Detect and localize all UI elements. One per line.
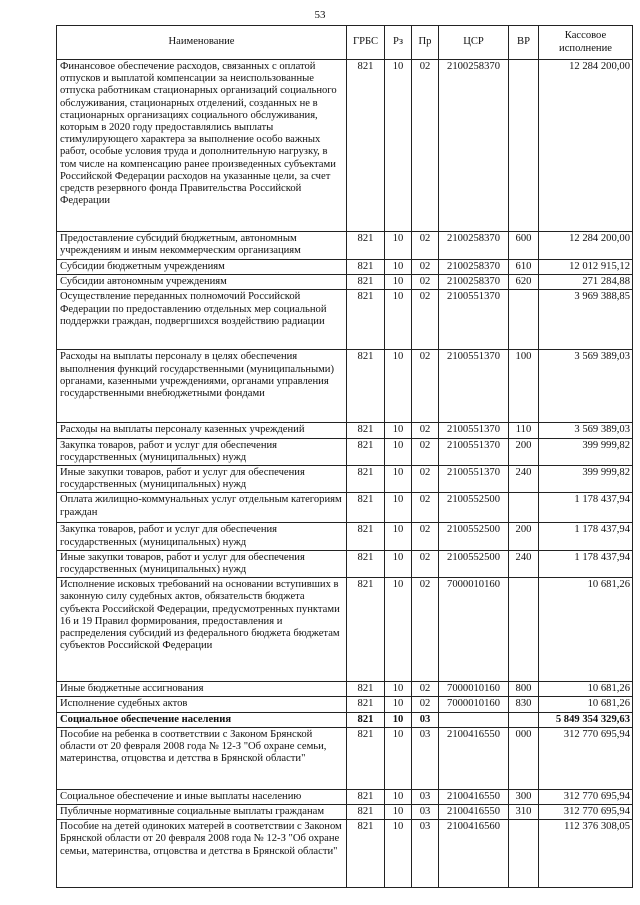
row-grbs: 821 [347,423,385,438]
row-grbs: 821 [347,438,385,465]
row-amount: 399 999,82 [539,466,633,493]
row-name: Пособие на детей одиноких матерей в соответствии с Законом Брянской области от 20 февраля 2008 года № 12-З "Об охране семьи, материнства, отцовства и детства в Брянской области" [57,820,347,888]
row-pr: 03 [412,712,439,727]
row-rz: 10 [385,232,412,260]
row-amount: 12 284 200,00 [539,60,633,232]
row-rz: 10 [385,805,412,820]
row-rz: 10 [385,682,412,697]
row-grbs: 821 [347,805,385,820]
row-grbs: 821 [347,275,385,290]
row-pr: 02 [412,438,439,465]
row-vr [509,60,539,232]
table-row [57,789,633,804]
row-vr: 200 [509,523,539,550]
row-rz: 10 [385,727,412,789]
row-pr: 02 [412,290,439,350]
row-grbs: 821 [347,697,385,712]
table-row [57,232,633,260]
row-rz: 10 [385,350,412,423]
table-row [57,493,633,523]
row-vr: 300 [509,789,539,804]
row-amount: 10 681,26 [539,682,633,697]
row-vr: 100 [509,350,539,423]
row-csr [439,712,509,727]
row-amount: 3 569 389,03 [539,423,633,438]
row-rz: 10 [385,493,412,523]
row-amount: 312 770 695,94 [539,727,633,789]
row-name: Социальное обеспечение населения [57,712,347,727]
row-pr: 02 [412,60,439,232]
row-name: Предоставление субсидий бюджетным, автономным учреждениям и иным некоммерческим организациям [57,232,347,260]
table-row [57,578,633,682]
row-grbs: 821 [347,789,385,804]
row-grbs: 821 [347,60,385,232]
row-vr [509,712,539,727]
row-csr: 2100416560 [439,820,509,888]
row-pr: 02 [412,260,439,275]
row-vr: 310 [509,805,539,820]
row-amount: 10 681,26 [539,697,633,712]
row-grbs: 821 [347,550,385,577]
table-row [57,727,633,789]
table-row [57,805,633,820]
row-grbs: 821 [347,466,385,493]
row-amount: 1 178 437,94 [539,493,633,523]
row-amount: 3 969 388,85 [539,290,633,350]
row-name: Субсидии бюджетным учреждениям [57,260,347,275]
row-amount: 12 284 200,00 [539,232,633,260]
row-pr: 02 [412,232,439,260]
row-csr: 2100416550 [439,727,509,789]
row-amount: 3 569 389,03 [539,350,633,423]
row-name: Пособие на ребенка в соответствии с Законом Брянской области от 20 февраля 2008 года № 12-З "Об охране семьи, материнства, отцовства и детства в Брянской области" [57,727,347,789]
row-amount: 399 999,82 [539,438,633,465]
row-rz: 10 [385,438,412,465]
table-row [57,682,633,697]
table-row [57,523,633,550]
col-header-amount: Кассовое исполнение [539,26,633,60]
row-csr: 7000010160 [439,578,509,682]
row-rz: 10 [385,60,412,232]
row-amount: 312 770 695,94 [539,789,633,804]
row-rz: 10 [385,820,412,888]
row-grbs: 821 [347,523,385,550]
row-vr [509,493,539,523]
row-pr: 03 [412,820,439,888]
row-pr: 02 [412,682,439,697]
table-row [57,350,633,423]
row-pr: 02 [412,275,439,290]
row-pr: 02 [412,423,439,438]
row-grbs: 821 [347,727,385,789]
row-pr: 02 [412,523,439,550]
row-rz: 10 [385,523,412,550]
row-amount: 5 849 354 329,63 [539,712,633,727]
row-csr: 2100551370 [439,466,509,493]
row-csr: 2100552500 [439,523,509,550]
row-name: Публичные нормативные социальные выплаты гражданам [57,805,347,820]
row-rz: 10 [385,423,412,438]
col-header-rz: Рз [385,26,412,60]
row-csr: 2100258370 [439,275,509,290]
row-name: Иные бюджетные ассигнования [57,682,347,697]
row-name: Субсидии автономным учреждениям [57,275,347,290]
row-name: Оплата жилищно-коммунальных услуг отдельным категориям граждан [57,493,347,523]
table-header-row [57,26,633,60]
row-pr: 02 [412,466,439,493]
row-pr: 02 [412,493,439,523]
row-amount: 10 681,26 [539,578,633,682]
row-pr: 03 [412,789,439,804]
row-grbs: 821 [347,290,385,350]
row-vr: 240 [509,550,539,577]
row-csr: 2100258370 [439,232,509,260]
row-grbs: 821 [347,232,385,260]
row-csr: 2100258370 [439,60,509,232]
row-csr: 2100551370 [439,350,509,423]
row-rz: 10 [385,290,412,350]
row-rz: 10 [385,275,412,290]
row-csr: 2100552500 [439,493,509,523]
row-csr: 2100551370 [439,423,509,438]
row-name: Расходы на выплаты персоналу в целях обеспечения выполнения функций государственными (муниципальными) органами, казенными учреждениями, органами управления государственными внебюджетными фондами [57,350,347,423]
table-row [57,60,633,232]
row-grbs: 821 [347,350,385,423]
row-pr: 02 [412,550,439,577]
row-vr: 800 [509,682,539,697]
row-vr: 600 [509,232,539,260]
row-grbs: 821 [347,712,385,727]
row-amount: 271 284,88 [539,275,633,290]
row-name: Исполнение судебных актов [57,697,347,712]
row-pr: 02 [412,697,439,712]
row-csr: 7000010160 [439,682,509,697]
row-amount: 1 178 437,94 [539,550,633,577]
table-row [57,260,633,275]
table-row [57,423,633,438]
row-vr: 620 [509,275,539,290]
row-grbs: 821 [347,820,385,888]
row-vr: 610 [509,260,539,275]
row-rz: 10 [385,260,412,275]
table-row [57,697,633,712]
table-row [57,550,633,577]
row-csr: 2100416550 [439,789,509,804]
col-header-vr: ВР [509,26,539,60]
table-row [57,466,633,493]
row-rz: 10 [385,466,412,493]
row-csr: 2100552500 [439,550,509,577]
page-number: 53 [314,9,326,21]
table-row [57,712,633,727]
row-name: Исполнение исковых требований на основании вступивших в законную силу судебных актов, обязательств бюджета субъекта Российской Федерации, предусмотренных пунктами 16 и 19 Правил формирования, предоставления и распределения субсидий из федерального бюджета бюджетам субъектов Российской Федерации [57,578,347,682]
row-amount: 312 770 695,94 [539,805,633,820]
table-row [57,438,633,465]
row-amount: 12 012 915,12 [539,260,633,275]
row-vr: 110 [509,423,539,438]
row-amount: 112 376 308,05 [539,820,633,888]
row-vr [509,290,539,350]
row-vr [509,578,539,682]
row-rz: 10 [385,578,412,682]
row-name: Расходы на выплаты персоналу казенных учреждений [57,423,347,438]
col-header-name: Наименование [57,26,347,60]
row-grbs: 821 [347,493,385,523]
table-row [57,820,633,888]
row-rz: 10 [385,789,412,804]
row-csr: 2100551370 [439,290,509,350]
budget-table [56,25,633,888]
row-vr: 240 [509,466,539,493]
row-vr [509,820,539,888]
row-name: Закупка товаров, работ и услуг для обеспечения государственных (муниципальных) нужд [57,438,347,465]
col-header-pr: Пр [412,26,439,60]
row-csr: 2100258370 [439,260,509,275]
row-vr: 200 [509,438,539,465]
row-grbs: 821 [347,260,385,275]
row-name: Иные закупки товаров, работ и услуг для обеспечения государственных (муниципальных) нужд [57,466,347,493]
row-pr: 03 [412,805,439,820]
row-name: Социальное обеспечение и иные выплаты населению [57,789,347,804]
row-amount: 1 178 437,94 [539,523,633,550]
row-vr: 000 [509,727,539,789]
row-pr: 02 [412,578,439,682]
row-rz: 10 [385,550,412,577]
row-rz: 10 [385,712,412,727]
table-row [57,275,633,290]
row-grbs: 821 [347,682,385,697]
row-name: Финансовое обеспечение расходов, связанных с оплатой отпусков и выплатой компенсации за неиспользованные отпуска работникам стационарных организаций социального обслуживания, стационарных отделений, созданных не в стационарных организациях социального обслуживания, которым в 2020 году предоставлялись выплаты стимулирующего характера за выполнение особо важных работ, особые условия труда и дополнительную нагрузку, в том числе на компенсацию ранее произведенных субъектами Российской Федерации расходов на указанные цели, за счет средств резервного фонда Правительства Российской Федерации [57,60,347,232]
col-header-grbs: ГРБС [347,26,385,60]
row-rz: 10 [385,697,412,712]
row-csr: 2100416550 [439,805,509,820]
row-csr: 2100551370 [439,438,509,465]
row-pr: 02 [412,350,439,423]
row-pr: 03 [412,727,439,789]
row-vr: 830 [509,697,539,712]
row-grbs: 821 [347,578,385,682]
row-name: Иные закупки товаров, работ и услуг для обеспечения государственных (муниципальных) нужд [57,550,347,577]
col-header-csr: ЦСР [439,26,509,60]
row-csr: 7000010160 [439,697,509,712]
table-row [57,290,633,350]
row-name: Осуществление переданных полномочий Российской Федерации по предоставлению отдельных мер социальной поддержки граждан, подвергшихся воздействию радиации [57,290,347,350]
row-name: Закупка товаров, работ и услуг для обеспечения государственных (муниципальных) нужд [57,523,347,550]
